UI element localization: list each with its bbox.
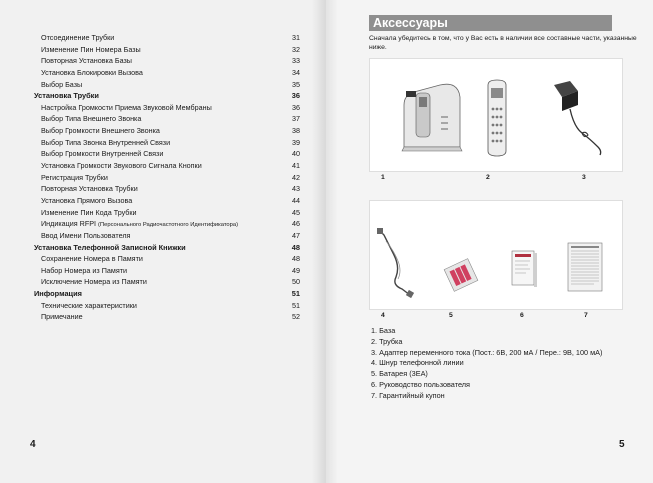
- toc-entry-label: Изменение Пин Кода Трубки: [41, 207, 137, 217]
- battery-pack-illustration: [444, 253, 480, 293]
- toc-entry-page: 52: [292, 312, 300, 322]
- toc-entry-label: Технические характеристики: [41, 300, 137, 310]
- toc-entry-label: Установка Блокировки Вызова: [41, 67, 143, 77]
- toc-entry-page: 38: [292, 126, 300, 136]
- toc-entry: [34, 265, 300, 277]
- toc-entry-page: 36: [292, 102, 300, 112]
- table-of-contents: [34, 32, 300, 323]
- toc-entry-label: Ввод Имени Пользователя: [41, 230, 131, 240]
- toc-entry-label: Повторная Установка Трубки: [41, 184, 138, 194]
- toc-entry-page: 42: [292, 172, 300, 182]
- figure-number: 1: [381, 174, 385, 181]
- toc-entry-label: Исключение Номера из Памяти: [41, 277, 147, 287]
- toc-entry: [34, 113, 300, 125]
- toc-entry: [34, 207, 300, 219]
- warranty-card-illustration: [566, 241, 606, 297]
- toc-entry-page: 35: [292, 79, 300, 89]
- toc-entry-page: 48: [291, 242, 300, 252]
- toc-entry: [34, 276, 300, 288]
- figure-number: 2: [486, 174, 490, 181]
- toc-entry-label: Установка Громкости Звукового Сигнала Кнопки: [41, 161, 202, 171]
- toc-entry-label: Регистрация Трубки: [41, 172, 108, 182]
- accessory-item: 1. База: [371, 326, 396, 335]
- toc-entry: [34, 148, 300, 160]
- toc-entry: [34, 102, 300, 114]
- toc-entry-page: 39: [292, 137, 300, 147]
- accessories-panel-bottom: [369, 200, 623, 310]
- accessory-item: 3. Адаптер переменного тока (Пост.: 6В, 200 мА / Пере.: 9В, 100 мА): [371, 347, 603, 357]
- figure-number: 4: [381, 312, 385, 319]
- toc-entry-page: 36: [291, 91, 300, 101]
- toc-entry-label: Выбор Типа Внешнего Звонка: [41, 114, 142, 124]
- figure-number: 5: [449, 312, 453, 319]
- toc-entry: [34, 160, 300, 172]
- toc-entry-page: 45: [292, 207, 300, 217]
- toc-entry-label: Изменение Пин Номера Базы: [41, 44, 141, 54]
- toc-entry-page: 33: [292, 56, 300, 66]
- toc-entry-label: Сохранение Номера в Памяти: [41, 254, 143, 264]
- toc-entry-label: Установка Телефонной Записной Книжки: [34, 242, 186, 252]
- figure-number: 7: [584, 312, 588, 319]
- toc-entry-label: Отсоединение Трубки: [41, 33, 115, 42]
- page-fold-shadow: [312, 0, 326, 483]
- toc-entry-page: 46: [292, 219, 300, 229]
- toc-section-heading: [34, 90, 300, 102]
- toc-entry: [34, 67, 300, 79]
- toc-entry-label: Повторная Установка Базы: [41, 56, 132, 66]
- toc-entry-page: 41: [292, 161, 300, 171]
- toc-entry-page: 47: [292, 230, 300, 240]
- page-number-left: 4: [30, 439, 36, 450]
- toc-section-heading: [34, 288, 300, 300]
- toc-entry: [34, 311, 300, 323]
- toc-entry: [34, 253, 300, 265]
- toc-entry: [34, 137, 300, 149]
- toc-entry-page: 43: [292, 184, 300, 194]
- accessories-panel-top: [369, 58, 623, 172]
- toc-entry-page: 51: [291, 289, 300, 299]
- toc-entry-label: Установка Прямого Вызова: [41, 195, 133, 205]
- toc-entry: [34, 32, 300, 44]
- accessory-item: 2. Трубка: [371, 336, 403, 346]
- accessory-item: 5. Батарея (3ЕА): [371, 369, 428, 379]
- figure-number: 6: [520, 312, 524, 319]
- toc-entry-page: 32: [292, 44, 300, 54]
- toc-entry-page: 51: [292, 300, 300, 310]
- toc-entry-label: Информация: [34, 289, 82, 299]
- page-gutter-shadow: [326, 0, 338, 483]
- toc-entry-page: 49: [292, 265, 300, 275]
- toc-entry: [34, 55, 300, 67]
- toc-entry-page: 37: [292, 114, 300, 124]
- accessory-item: 4. Шнур телефонной линии: [371, 358, 464, 368]
- toc-entry: [34, 172, 300, 184]
- toc-entry-page: 50: [292, 277, 300, 287]
- accessory-item: 6. Руководство пользователя: [371, 379, 470, 389]
- base-station-illustration: [396, 77, 466, 152]
- toc-entry: [34, 300, 300, 312]
- toc-entry-label: Настройка Громкости Приема Звуковой Мембраны: [41, 102, 212, 112]
- section-title-bar: [369, 15, 612, 31]
- toc-entry-label: Выбор Базы: [41, 79, 83, 89]
- toc-entry: [34, 44, 300, 56]
- intro-text: Сначала убедитесь в том, что у Вас есть в наличии все составные части, указанные ниже.: [369, 35, 637, 52]
- toc-entry-label: Набор Номера из Памяти: [41, 265, 128, 275]
- toc-entry-label: Выбор Типа Звонка Внутренней Связи: [41, 137, 171, 147]
- ac-adapter-illustration: [548, 77, 608, 157]
- toc-entry: [34, 79, 300, 91]
- toc-section-heading: [34, 242, 300, 254]
- accessories-list: [371, 326, 651, 402]
- phone-line-cord-illustration: [374, 227, 418, 299]
- toc-entry-page: 44: [292, 195, 300, 205]
- left-page: [0, 0, 326, 483]
- toc-entry: [34, 125, 300, 137]
- toc-entry-page: 31: [292, 33, 300, 42]
- toc-entry-label: Выбор Громкости Внутренней Связи: [41, 149, 164, 159]
- toc-entry-page: 40: [292, 149, 300, 159]
- toc-entry-page: 34: [292, 67, 300, 77]
- toc-entry-label: Выбор Громкости Внешнего Звонка: [41, 126, 160, 136]
- toc-entry-label: Индикация RFPI (Персонального Радиочастотного Идентификатора): [41, 219, 239, 229]
- toc-entry: [34, 195, 300, 207]
- handset-illustration: [484, 79, 510, 157]
- right-page: [326, 0, 653, 483]
- toc-entry-label: Примечание: [41, 312, 83, 322]
- section-title: Аксессуары: [373, 16, 448, 30]
- toc-entry: [34, 183, 300, 195]
- toc-entry: [34, 230, 300, 242]
- accessory-item: 7. Гарантийный купон: [371, 390, 445, 400]
- toc-entry-page: 48: [292, 254, 300, 264]
- toc-entry: [34, 218, 300, 230]
- figure-number: 3: [582, 174, 586, 181]
- toc-entry-label: Установка Трубки: [34, 91, 99, 101]
- page-number-right: 5: [619, 439, 625, 450]
- user-manual-illustration: [510, 249, 540, 293]
